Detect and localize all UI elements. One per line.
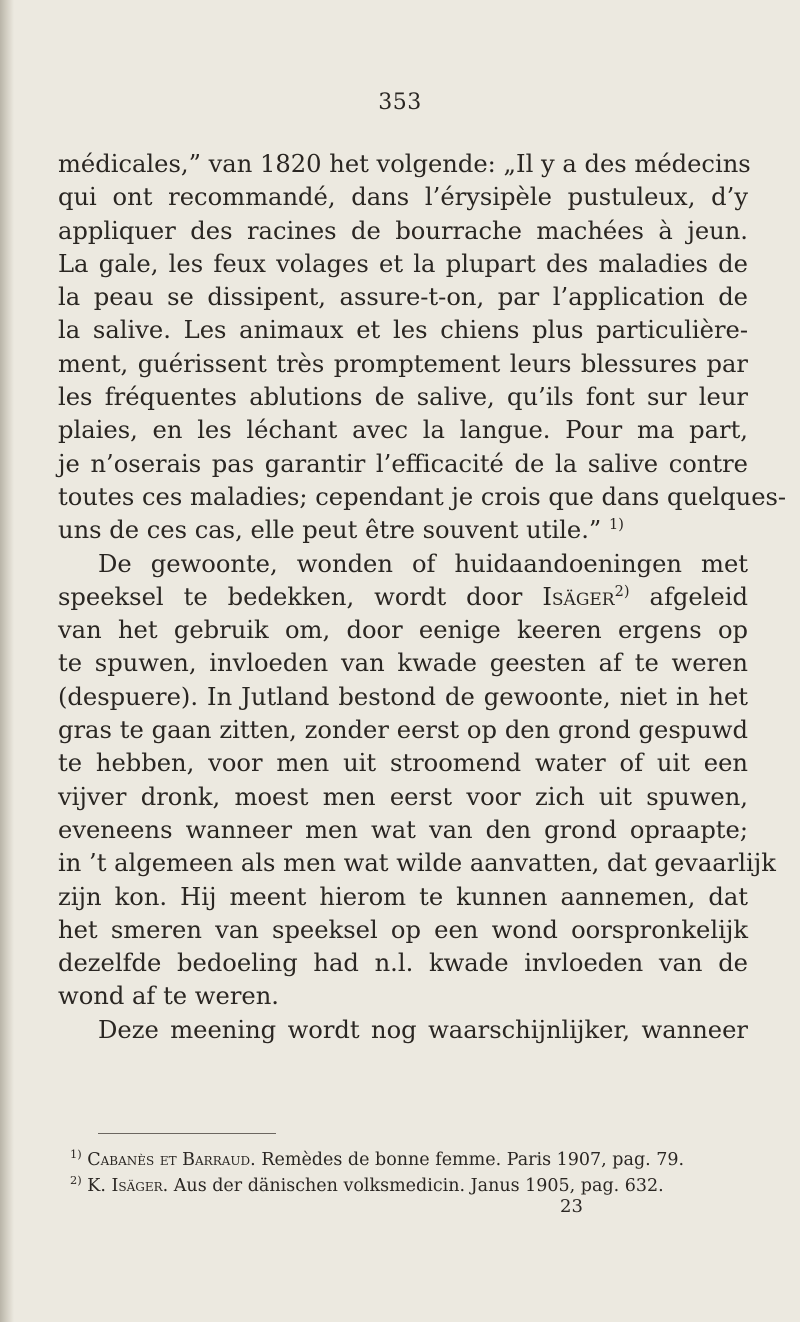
text-line-content: speeksel te bedekken, wordt door <box>58 582 523 611</box>
text-line: ment, guérissent très promptement leurs blessures par <box>58 349 748 378</box>
text-line: La gale, les feux volages et la plupart des maladies de <box>58 249 748 278</box>
text-line-tail: afgeleid <box>649 582 748 611</box>
text-line: te hebben, voor men uit stroomend water of uit een <box>58 749 748 778</box>
text-line <box>58 581 748 614</box>
text-line: zijn kon. Hij meent hierom te kunnen aannemen, dat <box>58 882 748 911</box>
binding-shadow <box>0 0 14 1322</box>
footnote-1 <box>70 1147 750 1173</box>
footnote-author: Cabanès et Barraud. <box>87 1150 256 1170</box>
text-line: les fréquentes ablutions de salive, qu’ils font sur leur <box>58 383 748 412</box>
text-line: Deze meening wordt nog waarschijnlijker, wanneer <box>98 1015 748 1044</box>
text-line: la salive. Les animaux et les chiens plus particulière- <box>58 316 748 345</box>
text-line-content: uns de ces cas, elle peut être souvent utile.” <box>58 516 602 545</box>
text-line: (despuere). In Jutland bestond de gewoonte, niet in het <box>58 682 748 711</box>
text-line: van het gebruik om, door eenige keeren ergens op <box>58 616 748 645</box>
footnote-ref-1: 1) <box>609 517 624 534</box>
text-line: wond af te weren. <box>58 982 279 1011</box>
footnote-text: Aus der dänischen volksmedicin. Janus 1905, pag. 632. <box>173 1176 664 1196</box>
text-line: in ’t algemeen als men wat wilde aanvatten, dat gevaarlijk <box>58 849 776 878</box>
text-line: la peau se dissipent, assure-t-on, par l’application de <box>58 283 748 312</box>
footnote-2 <box>70 1173 750 1199</box>
footnote-marker: 1) <box>70 1147 82 1162</box>
text-line: dezelfde bedoeling had n.l. kwade invloeden van de <box>58 949 748 978</box>
page-number: 353 <box>378 90 422 115</box>
body-text <box>58 148 787 1047</box>
footnote-rule <box>98 1133 276 1134</box>
text-line <box>58 514 748 547</box>
footnote-marker: 2) <box>70 1173 82 1188</box>
author-name: Isäger <box>542 582 615 611</box>
text-line: qui ont recommandé, dans l’érysipèle pustuleux, d’y <box>58 183 748 212</box>
footnote-author: K. Isäger. <box>87 1176 169 1196</box>
text-line: vijver dronk, moest men eerst voor zich uit spuwen, <box>58 782 748 811</box>
text-line: het smeren van speeksel op een wond oorspronkelijk <box>58 915 748 944</box>
text-line: te spuwen, invloeden van kwade geesten af te weren <box>58 649 748 678</box>
text-line: plaies, en les léchant avec la langue. Pour ma part, <box>58 416 748 445</box>
footnotes <box>70 1147 750 1199</box>
text-line: appliquer des racines de bourrache machées à jeun. <box>58 216 748 245</box>
text-line: toutes ces maladies; cependant je crois que dans quelques- <box>58 482 787 511</box>
footnote-ref-2: 2) <box>614 583 630 600</box>
text-line: gras te gaan zitten, zonder eerst op den grond gespuwd <box>58 716 748 745</box>
text-line: De gewoonte, wonden of huidaandoeningen met <box>98 549 748 578</box>
text-line: médicales,” van 1820 het volgende: „Il y a des médecins <box>58 150 751 178</box>
signature-mark: 23 <box>560 1196 583 1217</box>
text-line: eveneens wanneer men wat van den grond opraapte; <box>58 815 748 844</box>
footnote-text: Remèdes de bonne femme. Paris 1907, pag. 79. <box>261 1150 685 1170</box>
text-line: je n’oserais pas garantir l’efficacité de la salive contre <box>58 449 748 478</box>
